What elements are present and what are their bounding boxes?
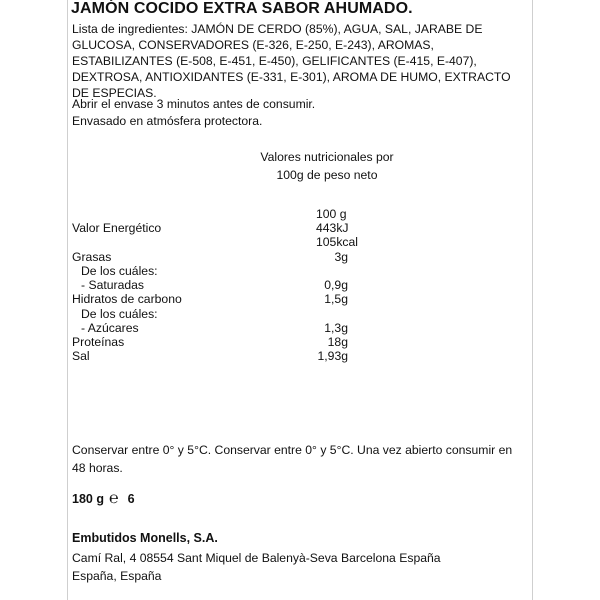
opening-instructions: Abrir el envase 3 minutos antes de consumir.: [72, 97, 316, 111]
nutrition-header: [247, 148, 407, 184]
ingredients-list: Lista de ingredientes: JAMÓN DE CERDO (85%), AGUA, SAL, JARABE DE GLUCOSA, CONSERVADORES (E-326, E-250, E-243), AROMAS, ESTABILIZANTES (E-508, E-451, E-450), GELIFICANTES (E-415, E-407), DEXTROSA, ANTIOXIDANTES (E-331, E-301), AROMA DE HUMO, EXTRACTO DE ESPECIAS.: [72, 22, 511, 100]
nutrition-row-label: - Saturadas: [81, 278, 145, 292]
product-label: [67, 0, 533, 600]
nutrition-energy-kcal: 105kcal: [316, 235, 359, 249]
nutrition-row-value: 1,3g: [324, 321, 348, 335]
nutrition-row-label: Sal: [72, 349, 90, 363]
nutrition-row: [72, 348, 362, 364]
nutrition-row-value: 0,9g: [324, 278, 348, 292]
nutrition-row-label: De los cuáles:: [81, 264, 158, 278]
nutrition-row-energy-kcal: [72, 234, 362, 250]
nutrition-row-value: 3g: [334, 250, 348, 264]
storage-instructions: Conservar entre 0° y 5°C. Conservar entre 0° y 5°C. Una vez abierto consumir en 48 horas.: [72, 443, 513, 475]
company-country: España, España: [72, 569, 162, 583]
net-weight: [72, 492, 135, 506]
nutrition-row-value: 1,93g: [317, 349, 348, 363]
product-title: JAMÓN COCIDO EXTRA SABOR AHUMADO.: [71, 0, 413, 17]
estimated-sign-icon: ℮: [108, 490, 119, 507]
company-name: Embutidos Monells, S.A.: [72, 531, 218, 545]
unit-count: 6: [127, 492, 135, 506]
nutrition-energy-kj: 443kJ: [316, 221, 349, 235]
nutrition-row-value: 1,5g: [324, 292, 348, 306]
net-weight-value: 180 g: [72, 492, 104, 506]
nutrition-row-label: Hidratos de carbono: [72, 292, 182, 306]
nutrition-header-line2: 100g de peso neto: [276, 168, 378, 182]
company-address: Camí Ral, 4 08554 Sant Miquel de Balenyà-Seva Barcelona España: [72, 551, 441, 565]
nutrition-row-label: Proteínas: [72, 335, 125, 349]
nutrition-energy-label: Valor Energético: [72, 221, 162, 235]
nutrition-column-header: 100 g: [316, 207, 347, 221]
company-address-block: [72, 549, 441, 585]
nutrition-row-value: 18g: [327, 335, 348, 349]
nutrition-row: [72, 291, 362, 307]
nutrition-row-label: - Azúcares: [81, 321, 139, 335]
nutrition-row-label: Grasas: [72, 250, 112, 264]
packaging-note: Envasado en atmósfera protectora.: [72, 114, 263, 128]
nutrition-row-label: De los cuáles:: [81, 307, 158, 321]
nutrition-header-line1: Valores nutricionales por: [260, 150, 394, 164]
